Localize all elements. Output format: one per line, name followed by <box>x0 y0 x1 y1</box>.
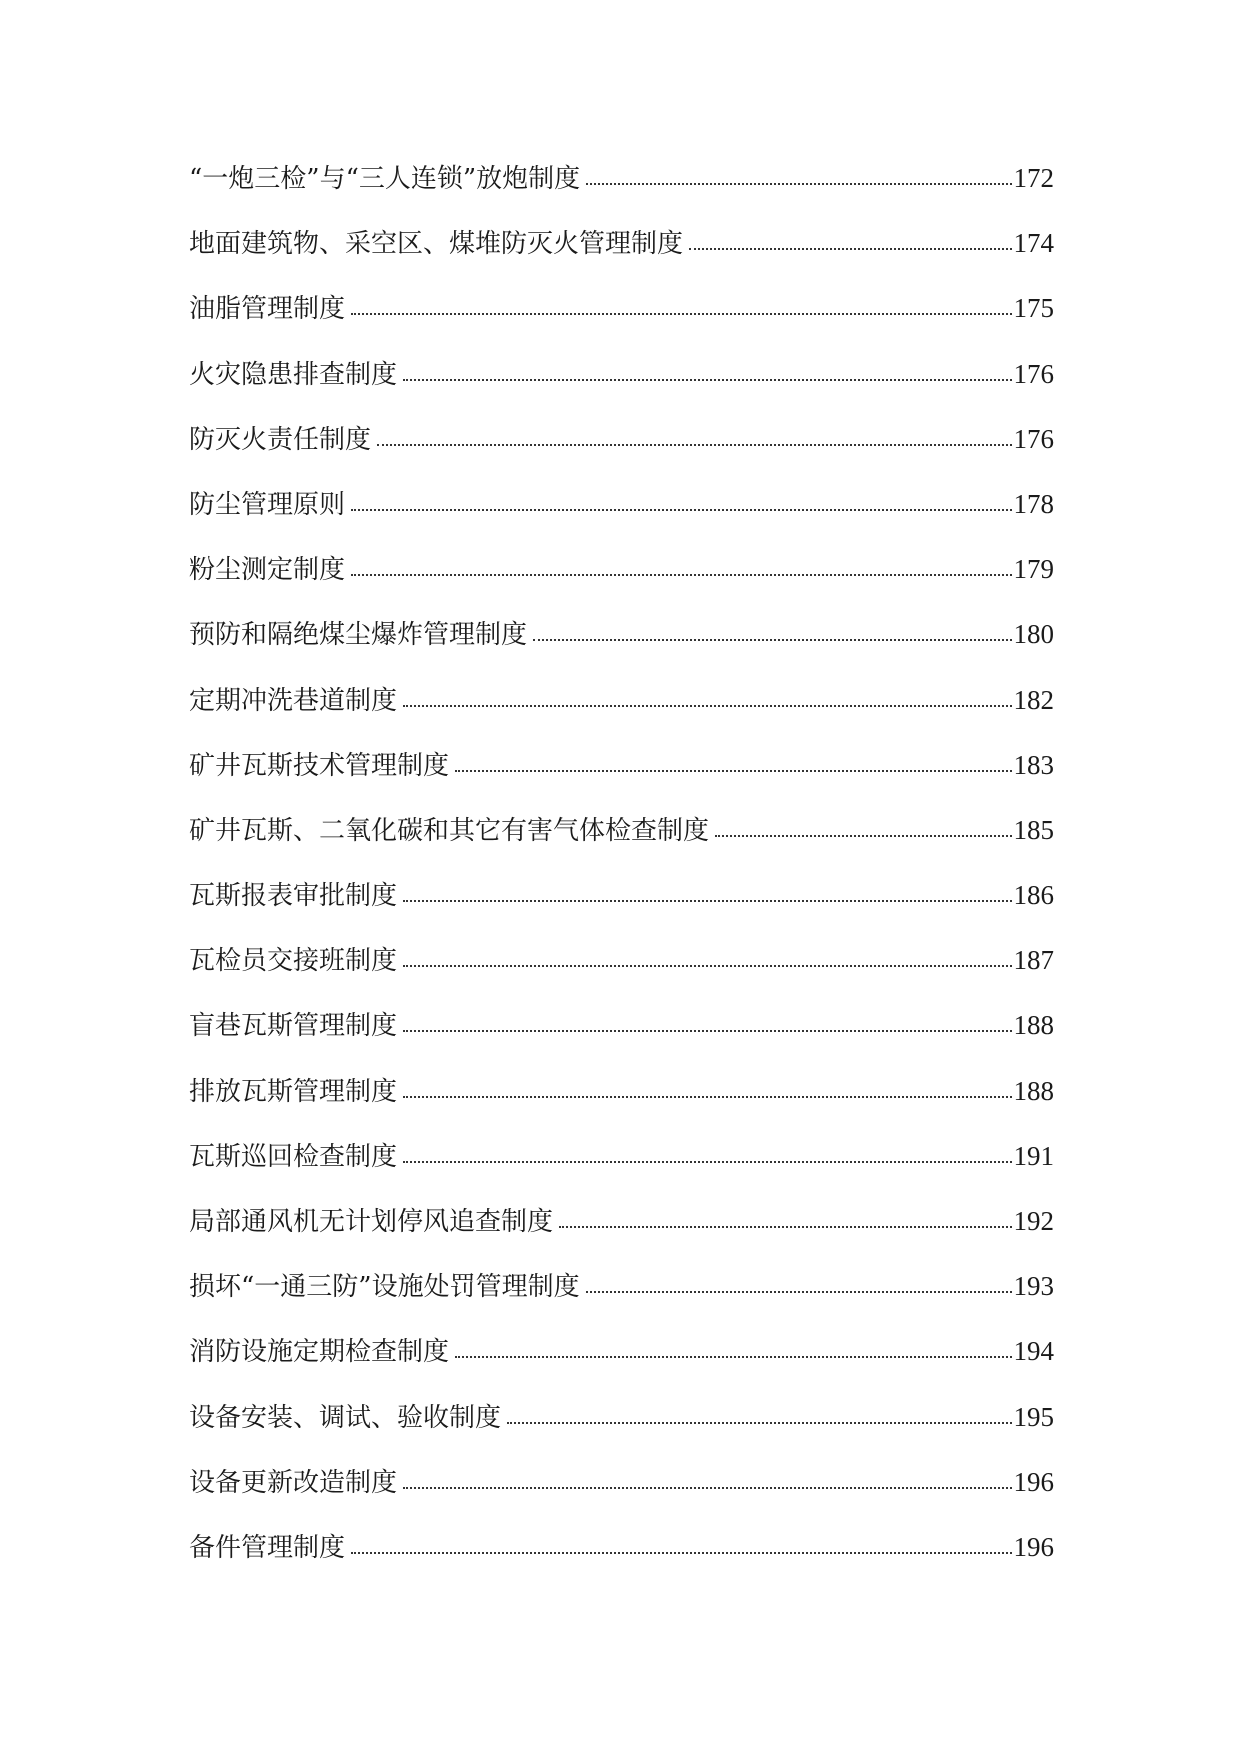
toc-page-number: 175 <box>1013 293 1054 324</box>
toc-entry[interactable] <box>189 549 1054 614</box>
toc-page-number: 187 <box>1013 945 1054 976</box>
toc-entry[interactable] <box>189 680 1054 745</box>
dot-leader <box>403 1467 1011 1491</box>
toc-entry-title: 防灭火责任制度 <box>189 424 372 455</box>
toc-page-number: 188 <box>1013 1010 1054 1041</box>
toc-entry[interactable] <box>189 354 1054 419</box>
toc-entry[interactable] <box>189 1201 1054 1266</box>
toc-entry[interactable] <box>189 745 1054 810</box>
toc-entry-title: 预防和隔绝煤尘爆炸管理制度 <box>189 620 528 651</box>
toc-entry-title: 定期冲洗巷道制度 <box>189 685 398 716</box>
toc-page-number: 188 <box>1013 1075 1054 1106</box>
dot-leader <box>533 619 1011 643</box>
dot-leader <box>455 750 1011 774</box>
toc-page-number: 191 <box>1013 1140 1054 1171</box>
toc-entry[interactable] <box>189 484 1054 549</box>
dot-leader <box>559 1206 1011 1230</box>
toc-entry[interactable] <box>189 1071 1054 1136</box>
dot-leader <box>403 1010 1011 1034</box>
dot-leader <box>403 880 1011 904</box>
toc-page-number: 178 <box>1013 488 1054 519</box>
dot-leader <box>351 489 1011 513</box>
dot-leader <box>689 228 1011 252</box>
toc-entry[interactable] <box>189 1266 1054 1331</box>
dot-leader <box>377 424 1011 448</box>
toc-entry-title: 火灾隐患排查制度 <box>189 359 398 390</box>
toc-page-number: 196 <box>1013 1531 1054 1562</box>
toc-entry[interactable] <box>189 810 1054 875</box>
toc-page-number: 195 <box>1013 1401 1054 1432</box>
toc-entry-title: 盲巷瓦斯管理制度 <box>189 1011 398 1042</box>
toc-entry-title: 瓦斯报表审批制度 <box>189 881 398 912</box>
toc-entry[interactable] <box>189 419 1054 484</box>
toc-page-number: 193 <box>1013 1271 1054 1302</box>
toc-entry[interactable] <box>189 1005 1054 1070</box>
dot-leader <box>586 1271 1012 1295</box>
toc-page-number: 194 <box>1013 1336 1054 1367</box>
toc-entry[interactable] <box>189 1331 1054 1396</box>
toc-entry-title: 设备更新改造制度 <box>189 1467 398 1498</box>
toc-entry[interactable] <box>189 1462 1054 1527</box>
dot-leader <box>715 815 1011 839</box>
dot-leader <box>351 1532 1011 1556</box>
toc-entry[interactable] <box>189 1527 1054 1592</box>
dot-leader <box>403 945 1011 969</box>
toc-page-number: 196 <box>1013 1466 1054 1497</box>
toc-entry-title: 局部通风机无计划停风追查制度 <box>189 1207 554 1237</box>
toc-entry-title: 防尘管理原则 <box>189 489 346 520</box>
toc-page-number: 186 <box>1013 880 1054 911</box>
toc-page-number: 192 <box>1013 1206 1054 1236</box>
toc-entry-title: 排放瓦斯管理制度 <box>189 1076 398 1107</box>
toc-page-number: 176 <box>1013 358 1054 389</box>
toc-page-number: 176 <box>1013 423 1054 454</box>
toc-entry[interactable] <box>189 940 1054 1005</box>
toc-entry-title: 损坏“一通三防”设施处罚管理制度 <box>189 1272 580 1303</box>
toc-entry[interactable] <box>189 223 1054 288</box>
toc-entry-title: 矿井瓦斯、二氧化碳和其它有害气体检查制度 <box>189 815 710 846</box>
toc-entry-title: 备件管理制度 <box>189 1532 346 1563</box>
toc-entry-title: 地面建筑物、采空区、煤堆防灭火管理制度 <box>189 229 684 260</box>
toc-entry-title: 设备安装、调试、验收制度 <box>189 1402 502 1433</box>
toc-entry[interactable] <box>189 158 1054 223</box>
toc-entry[interactable] <box>189 875 1054 940</box>
toc-entry-title: 瓦斯巡回检查制度 <box>189 1141 398 1172</box>
toc-entry-title: 消防设施定期检查制度 <box>189 1337 450 1368</box>
dot-leader <box>507 1402 1011 1426</box>
dot-leader <box>403 685 1011 709</box>
toc-page-number: 179 <box>1013 554 1054 585</box>
toc-entry-title: “一炮三检”与“三人连锁”放炮制度 <box>189 164 581 194</box>
dot-leader <box>351 293 1011 317</box>
dot-leader <box>403 359 1011 383</box>
toc-entry-title: 油脂管理制度 <box>189 294 346 325</box>
dot-leader <box>351 554 1011 578</box>
dot-leader <box>455 1336 1011 1360</box>
dot-leader <box>403 1076 1011 1100</box>
toc-page-number: 185 <box>1013 814 1054 845</box>
toc-entry[interactable] <box>189 614 1054 679</box>
toc-entry[interactable] <box>189 288 1054 353</box>
toc-page-number: 182 <box>1013 684 1054 715</box>
dot-leader <box>403 1141 1011 1165</box>
toc-page-number: 172 <box>1013 163 1054 193</box>
toc-entry[interactable] <box>189 1397 1054 1462</box>
table-of-contents <box>189 158 1054 1592</box>
toc-entry[interactable] <box>189 1136 1054 1201</box>
toc-page-number: 183 <box>1013 749 1054 780</box>
toc-entry-title: 粉尘测定制度 <box>189 555 346 586</box>
toc-entry-title: 矿井瓦斯技术管理制度 <box>189 750 450 781</box>
dot-leader <box>586 163 1011 187</box>
toc-entry-title: 瓦检员交接班制度 <box>189 946 398 977</box>
toc-page-number: 174 <box>1013 228 1054 259</box>
toc-page-number: 180 <box>1013 619 1054 650</box>
